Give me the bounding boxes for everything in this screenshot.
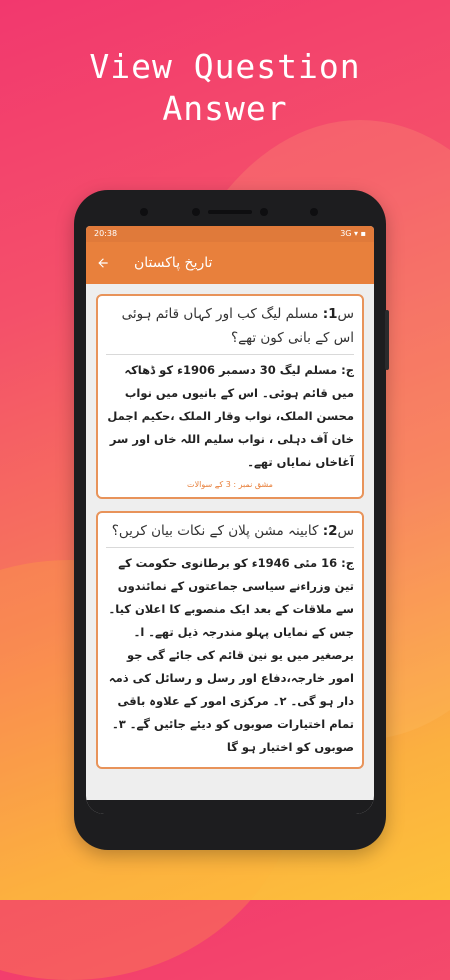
question-list[interactable] <box>86 284 374 769</box>
question-body: کابینہ مشن پلان کے نکات بیان کریں؟ <box>111 523 319 539</box>
question-text <box>106 302 354 355</box>
phone-frame <box>74 190 386 850</box>
status-time: 20:38 <box>94 229 118 238</box>
question-card[interactable] <box>96 511 364 769</box>
app-title: تاریخ پاکستان <box>134 255 213 271</box>
headline-line-2: Answer <box>162 89 288 128</box>
question-text <box>106 519 354 548</box>
arrow-left-icon[interactable] <box>96 256 110 270</box>
speaker-slot <box>208 210 252 214</box>
question-number: 2: <box>322 523 338 539</box>
sensor-dot <box>260 208 268 216</box>
status-icons: 3G ▾ ▪ <box>340 229 366 238</box>
question-number: 1: <box>322 306 338 322</box>
sensor-dot <box>140 208 148 216</box>
side-button <box>385 310 389 370</box>
promo-headline <box>0 46 450 130</box>
answer-text: ج: مسلم لیگ 30 دسمبر 1906ء کو ڈھاکہ میں قائم ہوئی۔ اس کے بانیوں میں نواب محسن الملک، نواب وقار الملک ،حکیم اجمل خان آف دہلی ، نواب سلیم اللہ خاں اور سر آغاخاں نمایاں تھے۔ <box>107 363 354 469</box>
question-prefix: س <box>337 523 354 539</box>
question-card[interactable] <box>96 294 364 499</box>
camera-dot <box>192 208 200 216</box>
app-screen <box>86 226 374 814</box>
question-prefix: س <box>337 306 354 322</box>
bottom-bezel <box>86 800 374 814</box>
headline-line-1: View Question <box>89 47 361 86</box>
phone-camera-bar <box>74 206 386 218</box>
app-bar <box>86 242 374 284</box>
question-body: مسلم لیگ کب اور کہاں قائم ہوئی اس کے بانی کون تھے؟ <box>121 306 354 346</box>
answer-text: ج: 16 مئی 1946ء کو برطانوی حکومت کے تین وزراءنے سیاسی جماعتوں کے نمائندوں سے ملاقات کے بعد ایک منصوبے کا اعلان کیا۔ جس کے نمایاں پہلو مندرجہ ذیل تھے۔ ا۔ برصغیر میں یو نین قائم کی جائے گی جو امور خارجہ،دفاع اور رسل و رسائل کی ذمہ دار ہو گی۔ ۲۔ مرکزی امور کے علاوہ باقی تمام اختیارات صوبوں کو دیئے جائیں گے۔ ۳۔ صوبوں کو اختیار ہو گا <box>108 556 354 754</box>
status-bar <box>86 226 374 242</box>
sensor-dot <box>310 208 318 216</box>
exercise-label: مشق نمبر : 3 کے سوالات <box>187 480 273 489</box>
